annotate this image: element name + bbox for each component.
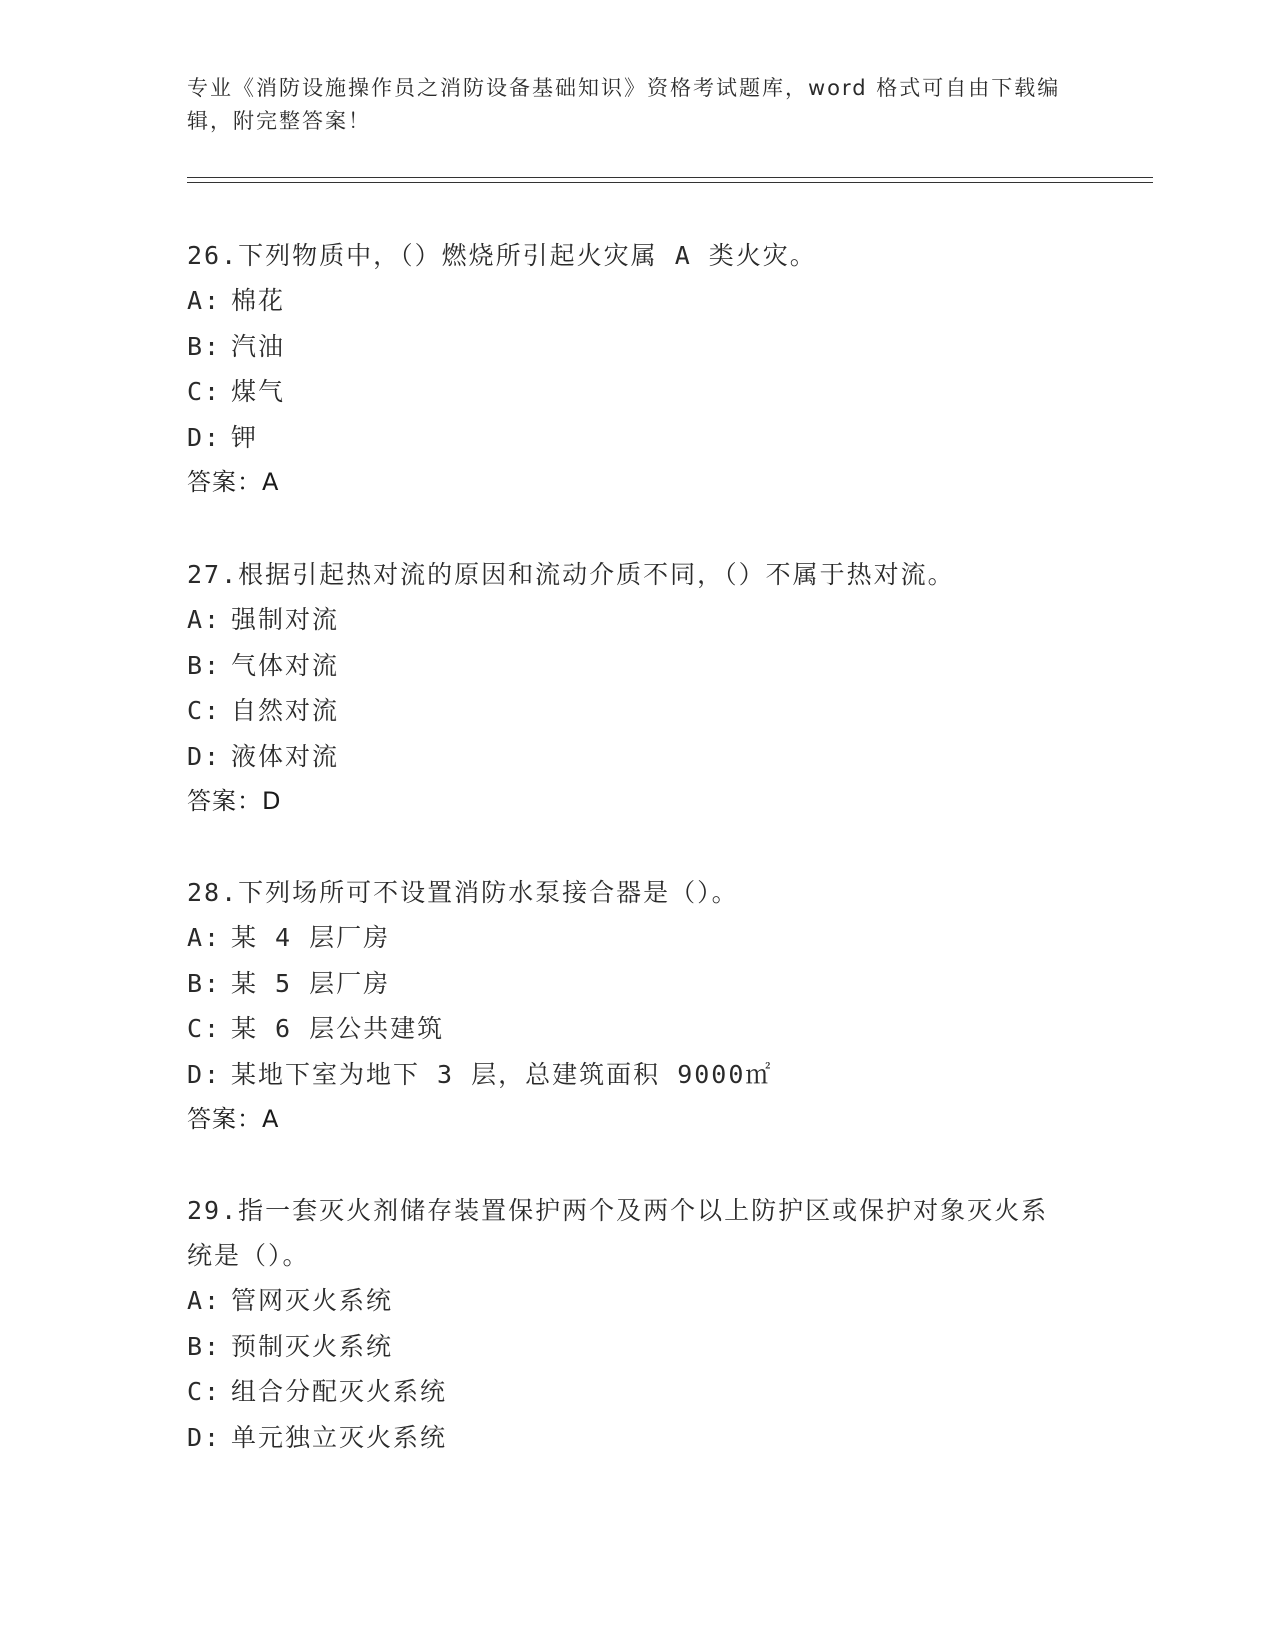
option-d	[187, 1415, 1087, 1461]
option-text: 某 6 层公共建筑	[231, 1014, 445, 1043]
option-text: 液体对流	[231, 741, 340, 771]
option-text: 组合分配灭火系统	[231, 1377, 448, 1406]
option-a	[187, 597, 1087, 643]
question-26	[187, 233, 1087, 505]
question-stem: 29.指一套灭火剂储存装置保护两个及两个以上防护区或保护对象灭火系统是（）。	[187, 1196, 1049, 1270]
option-text: 自然对流	[231, 696, 340, 725]
option-c	[187, 1369, 1087, 1415]
option-letter: D:	[187, 1422, 222, 1452]
option-text: 气体对流	[231, 650, 340, 680]
option-text: 某 4 层厂房	[231, 923, 391, 952]
option-a	[187, 915, 1087, 961]
option-text: 强制对流	[231, 605, 340, 634]
option-text: 单元独立灭火系统	[231, 1422, 448, 1452]
question-27	[187, 552, 1087, 824]
option-text: 某地下室为地下 3 层，总建筑面积 9000㎡	[231, 1059, 773, 1089]
option-c	[187, 369, 1087, 415]
option-a	[187, 1278, 1087, 1324]
option-d	[187, 415, 1087, 461]
option-b	[187, 324, 1087, 370]
option-letter: C:	[187, 377, 222, 406]
option-letter: A:	[187, 605, 222, 634]
option-letter: B:	[187, 650, 222, 680]
option-letter: B:	[187, 331, 222, 361]
question-stem: 26.下列物质中，（）燃烧所引起火灾属 A 类火灾。	[187, 241, 817, 270]
option-b	[187, 961, 1087, 1007]
question-28	[187, 870, 1087, 1142]
option-letter: A:	[187, 286, 222, 315]
option-c	[187, 1006, 1087, 1052]
answer-line: 答案：D	[187, 787, 282, 815]
header-divider-bottom	[187, 182, 1153, 183]
option-letter: A:	[187, 1286, 222, 1315]
answer-line: 答案：A	[187, 468, 280, 496]
question-stem: 28.下列场所可不设置消防水泵接合器是（）。	[187, 878, 739, 907]
option-c	[187, 688, 1087, 734]
option-text: 煤气	[231, 377, 286, 406]
question-stem: 27.根据引起热对流的原因和流动介质不同，（）不属于热对流。	[187, 560, 955, 589]
option-text: 汽油	[231, 331, 286, 361]
option-letter: D:	[187, 741, 222, 771]
option-d	[187, 1052, 1087, 1098]
option-text: 某 5 层厂房	[231, 968, 391, 998]
option-letter: A:	[187, 923, 222, 952]
option-letter: D:	[187, 422, 222, 452]
option-letter: D:	[187, 1059, 222, 1089]
option-letter: C:	[187, 696, 222, 725]
option-text: 管网灭火系统	[231, 1286, 394, 1315]
answer-line: 答案：A	[187, 1105, 280, 1133]
option-b	[187, 643, 1087, 689]
option-b	[187, 1324, 1087, 1370]
option-text: 预制灭火系统	[231, 1331, 394, 1361]
option-text: 钾	[231, 422, 259, 452]
question-29	[187, 1188, 1087, 1460]
header-divider-top	[187, 177, 1153, 178]
option-letter: B:	[187, 1331, 222, 1361]
option-letter: B:	[187, 968, 222, 998]
option-letter: C:	[187, 1377, 222, 1406]
document-header: 专业《消防设施操作员之消防设备基础知识》资格考试题库，word 格式可自由下载编辑，附完整答案！	[187, 76, 1061, 133]
option-text: 棉花	[231, 286, 286, 315]
option-d	[187, 734, 1087, 780]
option-a	[187, 278, 1087, 324]
option-letter: C:	[187, 1014, 222, 1043]
